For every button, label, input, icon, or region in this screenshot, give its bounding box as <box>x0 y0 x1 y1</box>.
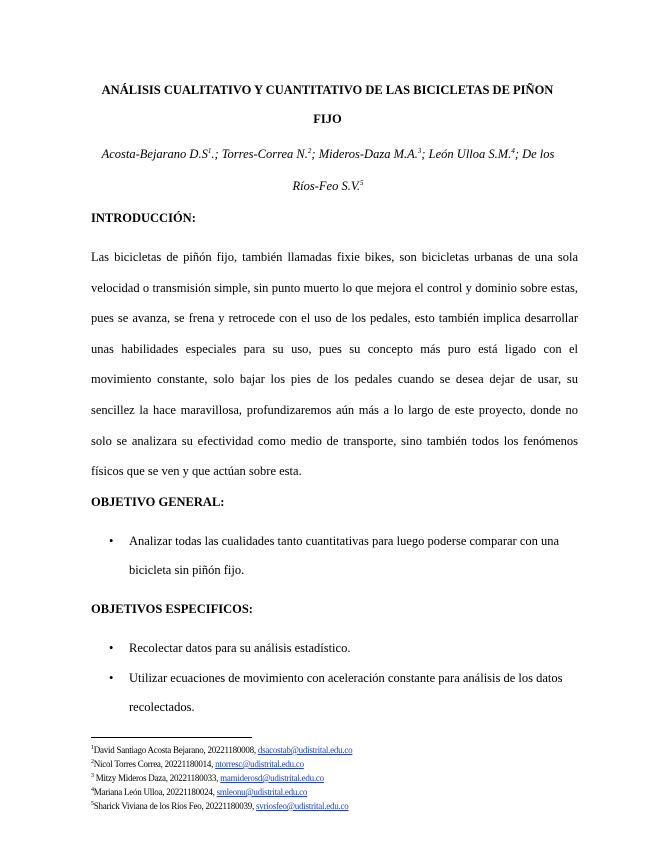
general-objective-heading: OBJETIVO GENERAL: <box>91 495 225 509</box>
footnote-divider <box>91 737 252 738</box>
footnote-number: 2 <box>91 759 94 765</box>
general-objective-item <box>91 527 578 585</box>
footnote-item <box>91 798 352 812</box>
author-5-footnote-ref[interactable]: 5 <box>359 179 364 188</box>
footnote-email-link[interactable]: mamiderosd@udistrital.edu.co <box>220 773 324 783</box>
footnote-email-link[interactable]: svriosfeo@udistrital.edu.co <box>255 801 349 811</box>
footnote-text: Mariana León Ulloa, 20221180024, <box>93 787 217 797</box>
specific-objectives-heading: OBJETIVOS ESPECIFICOS: <box>91 602 253 616</box>
author-1-footnote-ref[interactable]: 1 <box>207 147 212 155</box>
footnote-number: 1 <box>91 745 94 751</box>
author-5: Ríos-Feo S.V. <box>292 179 360 194</box>
footnote-email-link[interactable]: smleonu@udistrital.edu.co <box>216 787 308 797</box>
footnote-item <box>91 756 352 770</box>
author-4-footnote-ref[interactable]: 4 <box>511 147 515 155</box>
footnote-item <box>91 770 352 784</box>
specific-objective-item-text: Recolectar datos para su análisis estadístico. <box>129 641 351 655</box>
author-1-separator: .; <box>211 147 222 162</box>
bullet-icon: • <box>109 534 114 548</box>
general-objective-item-text: Analizar todas las cualidades tanto cuantitativas para luego poderse comparar con una bicicleta sin piñón fijo. <box>129 534 560 577</box>
footnote-text: David Santiago Acosta Bejarano, 20221180008, <box>93 745 258 755</box>
author-4: León Ulloa S.M. <box>428 147 512 162</box>
title-line-2: FIJO <box>313 112 342 126</box>
author-1: Acosta-Bejarano D.S <box>101 147 208 162</box>
footnotes <box>91 742 352 812</box>
footnote-email-link[interactable]: ntorresc@udistrital.edu.co <box>215 759 304 769</box>
footnote-email-link[interactable]: dsacostab@udistrital.edu.co <box>257 745 353 755</box>
author-4-separator: ; De los <box>514 147 555 162</box>
footnote-number: 4 <box>91 787 94 793</box>
author-3-separator: ; <box>421 147 429 162</box>
bullet-icon: • <box>109 671 114 685</box>
paper-title <box>80 76 575 134</box>
footnote-text: Sharick Viviana de los Ríos Feo, 20221180039, <box>93 801 256 811</box>
author-2-separator: ; <box>311 147 319 162</box>
author-3: Mideros-Daza M.A. <box>318 147 418 162</box>
footnote-text: Nicol Torres Correa, 20221180014, <box>93 759 216 769</box>
bullet-icon: • <box>109 641 114 655</box>
specific-objective-item <box>91 634 578 663</box>
introduction-heading: INTRODUCCIÓN: <box>91 211 196 225</box>
footnote-text: Mitzy Mideros Daza, 20221180033, <box>93 773 221 783</box>
author-2-footnote-ref[interactable]: 2 <box>307 147 312 155</box>
title-line-1: ANÁLISIS CUALITATIVO Y CUANTITATIVO DE LAS BICICLETAS DE PIÑON <box>101 83 554 97</box>
footnote-number: 3 <box>91 773 94 779</box>
specific-objective-item-text: Utilizar ecuaciones de movimiento con aceleración constante para análisis de los datos recolectados. <box>129 671 563 714</box>
footnote-item <box>91 742 352 756</box>
author-2: Torres-Correa N. <box>221 147 308 162</box>
introduction-paragraph: Las bicicletas de piñón fijo, también llamadas fixie bikes, son bicicletas urbanas de una sola velocidad o transmisión simple, sin punto muerto lo que mejora el control y dominio sobre estas, pues se avanza, se frena y retrocede con el uso de los pedales, esto también implica desarrollar unas habilidades especiales para su uso, pues su concepto más puro está ligado con el movimiento constante, solo bajar los pies de los pedales cuando se desea dejar de usar, su sencillez la hace maravillosa, profundizaremos aún más a lo largo de este proyecto, donde no solo se analizara su efectividad como medio de transporte, sino también todos los fenómenos físicos que se ven y que actúan sobre esta. <box>91 250 578 479</box>
author-3-footnote-ref[interactable]: 3 <box>417 147 422 155</box>
author-list <box>88 137 568 201</box>
specific-objective-item <box>91 664 578 722</box>
footnote-item <box>91 784 352 798</box>
footnote-number: 5 <box>91 801 94 807</box>
